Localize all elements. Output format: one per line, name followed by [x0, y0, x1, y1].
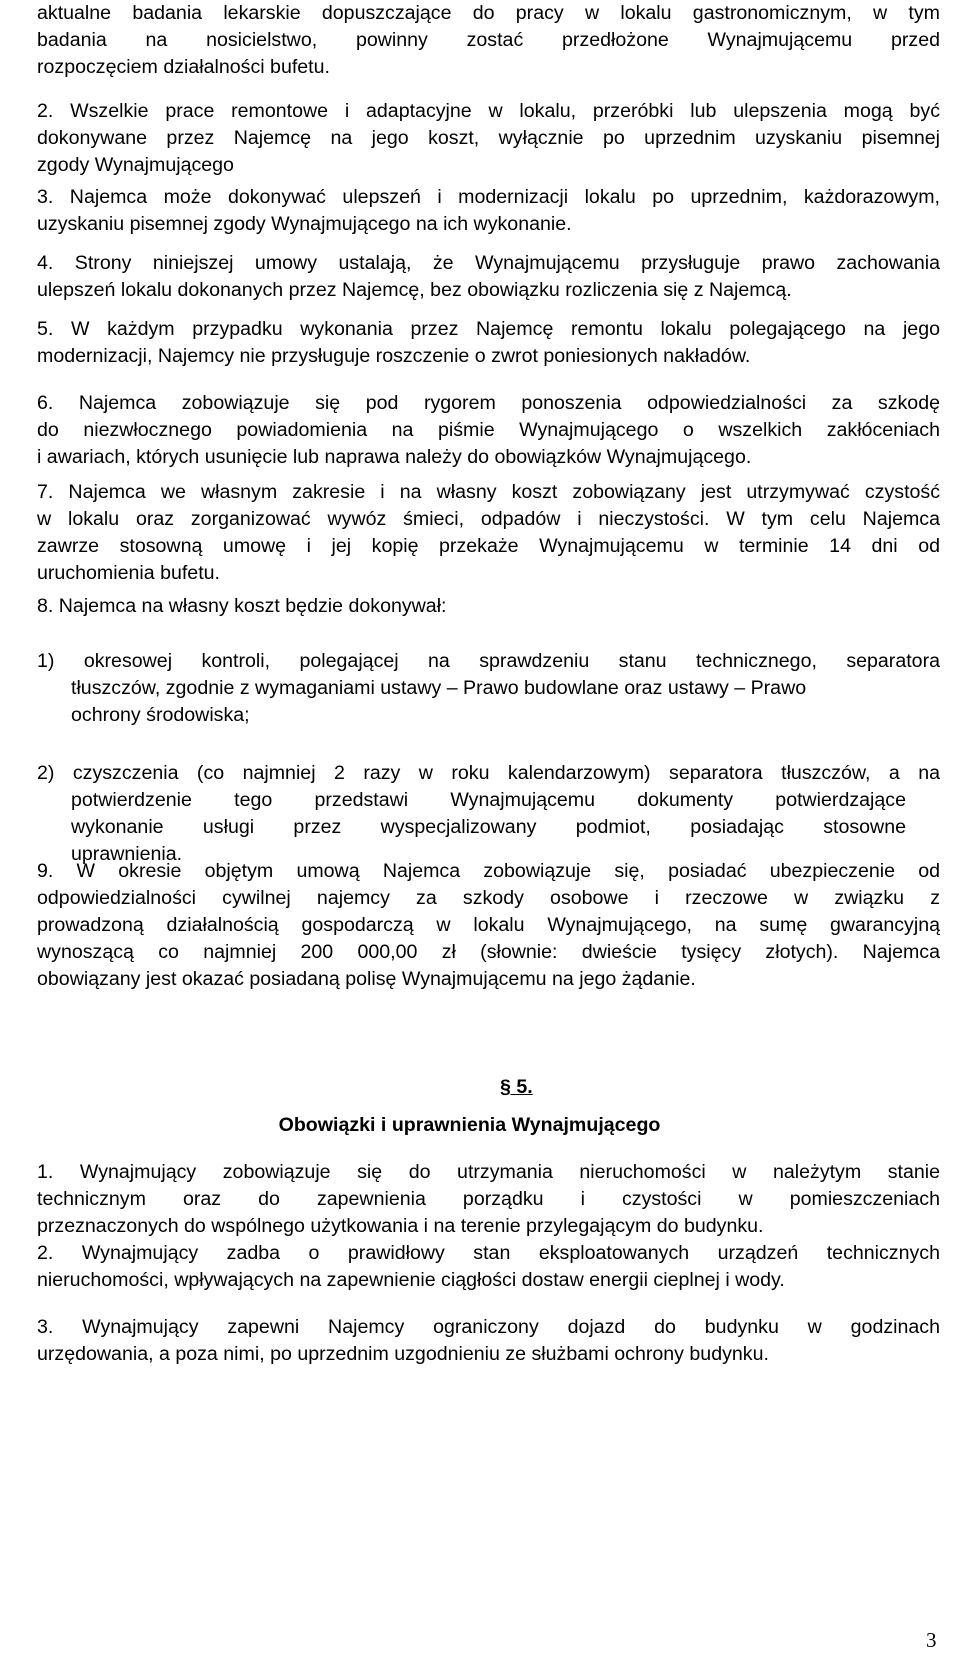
text-line: prowadzoną działalnością gospodarczą w lokalu Wynajmującego, na sumę gwarancyjną: [37, 914, 940, 936]
text-line: przeznaczonych do wspólnego użytkowania i na terenie przylegającym do budynku.: [37, 1215, 764, 1237]
text-line: modernizacji, Najemcy nie przysługuje roszczenie o zwrot poniesionych nakładów.: [37, 345, 751, 367]
paragraph-9: [37, 858, 940, 993]
text-line: 3. Wynajmujący zapewni Najemcy ograniczony dojazd do budynku w godzinach: [37, 1316, 940, 1338]
section-paragraph-1: [37, 1159, 940, 1240]
text-line: nieruchomości, wpływających na zapewnienie ciągłości dostaw energii cieplnej i wody.: [37, 1269, 785, 1291]
text-line: 6. Najemca zobowiązuje się pod rygorem ponoszenia odpowiedzialności za szkodę: [37, 392, 940, 414]
text-line: 2. Wynajmujący zadba o prawidłowy stan eksploatowanych urządzeń technicznych: [37, 1242, 940, 1264]
text-line: 5. W każdym przypadku wykonania przez Najemcę remontu lokalu polegającego na jego: [37, 318, 940, 340]
text-line: 1) okresowej kontroli, polegającej na sprawdzeniu stanu technicznego, separatora: [37, 650, 940, 672]
section-title: Obowiązki i uprawnienia Wynajmującego: [278, 1114, 661, 1136]
paragraph-7: [37, 479, 940, 587]
text-line: urzędowania, a poza nimi, po uprzednim uzgodnieniu ze służbami ochrony budynku.: [37, 1343, 769, 1365]
paragraph-intro: [37, 0, 940, 81]
text-line: uzyskaniu pisemnej zgody Wynajmującego na ich wykonanie.: [37, 213, 572, 235]
text-line: 2) czyszczenia (co najmniej 2 razy w roku kalendarzowym) separatora tłuszczów, a na: [37, 762, 940, 784]
text-line: uruchomienia bufetu.: [37, 562, 220, 584]
text-line: ochrony środowiska;: [71, 704, 250, 726]
text-line: 9. W okresie objętym umową Najemca zobowiązuje się, posiadać ubezpieczenie od: [37, 860, 940, 882]
text-line: technicznym oraz do zapewnienia porządku i czystości w pomieszczeniach: [37, 1188, 940, 1210]
section-paragraph-2: [37, 1240, 940, 1294]
text-line: badania na nosicielstwo, powinny zostać przedłożone Wynajmującemu przed: [37, 29, 940, 51]
text-line: 3. Najemca może dokonywać ulepszeń i modernizacji lokalu po uprzednim, każdorazowym,: [37, 186, 940, 208]
paragraph-2: [37, 98, 940, 179]
text-line: aktualne badania lekarskie dopuszczające do pracy w lokalu gastronomicznym, w tym: [37, 2, 940, 24]
text-line: tłuszczów, zgodnie z wymaganiami ustawy – Prawo budowlane oraz ustawy – Prawo: [71, 677, 807, 699]
text-line: odpowiedzialności cywilnej najemcy za szkody osobowe i rzeczowe w związku z: [37, 887, 940, 909]
text-line: do niezwłocznego powiadomienia na piśmie Wynajmującego o wszelkich zakłóceniach: [37, 419, 940, 441]
list-item-8-1: [37, 648, 940, 729]
paragraph-8: [37, 593, 940, 620]
paragraph-3: [37, 184, 940, 238]
text-line: zawrze stosowną umowę i jej kopię przekaże Wynajmującemu w terminie 14 dni od: [37, 535, 940, 557]
text-line: wykonanie usługi przez wyspecjalizowany podmiot, posiadając stosowne: [71, 816, 906, 838]
text-line: i awariach, których usunięcie lub naprawa należy do obowiązków Wynajmującego.: [37, 446, 752, 468]
text-line: wynoszącą co najmniej 200 000,00 zł (słownie: dwieście tysięcy złotych). Najemca: [37, 941, 940, 963]
paragraph-6: [37, 390, 940, 471]
text-line: w lokalu oraz zorganizować wywóz śmieci, odpadów i nieczystości. W tym celu Najemca: [37, 508, 940, 530]
page-number: 3: [926, 1628, 937, 1652]
text-line: uprawnienia.: [71, 843, 183, 865]
text-line: 4. Strony niniejszej umowy ustalają, że Wynajmującemu przysługuje prawo zachowania: [37, 252, 940, 274]
paragraph-5: [37, 316, 940, 370]
text-line: obowiązany jest okazać posiadaną polisę Wynajmującemu na jego żądanie.: [37, 968, 696, 990]
paragraph-4: [37, 250, 940, 304]
section-number: § 5.: [500, 1076, 533, 1098]
text-line: 2. Wszelkie prace remontowe i adaptacyjne w lokalu, przeróbki lub ulepszenia mogą być: [37, 100, 940, 122]
text-line: dokonywane przez Najemcę na jego koszt, wyłącznie po uprzednim uzyskaniu pisemnej: [37, 127, 940, 149]
text-line: rozpoczęciem działalności bufetu.: [37, 56, 330, 78]
text-line: zgody Wynajmującego: [37, 154, 234, 176]
text-line: 8. Najemca na własny koszt będzie dokonywał:: [37, 595, 447, 617]
text-line: potwierdzenie tego przedstawi Wynajmującemu dokumenty potwierdzające: [71, 789, 906, 811]
list-item-8-2: [37, 760, 940, 868]
section-paragraph-3: [37, 1314, 940, 1368]
text-line: 1. Wynajmujący zobowiązuje się do utrzymania nieruchomości w należytym stanie: [37, 1161, 940, 1183]
text-line: 7. Najemca we własnym zakresie i na własny koszt zobowiązany jest utrzymywać czystość: [37, 481, 940, 503]
text-line: ulepszeń lokalu dokonanych przez Najemcę, bez obowiązku rozliczenia się z Najemcą.: [37, 279, 792, 301]
